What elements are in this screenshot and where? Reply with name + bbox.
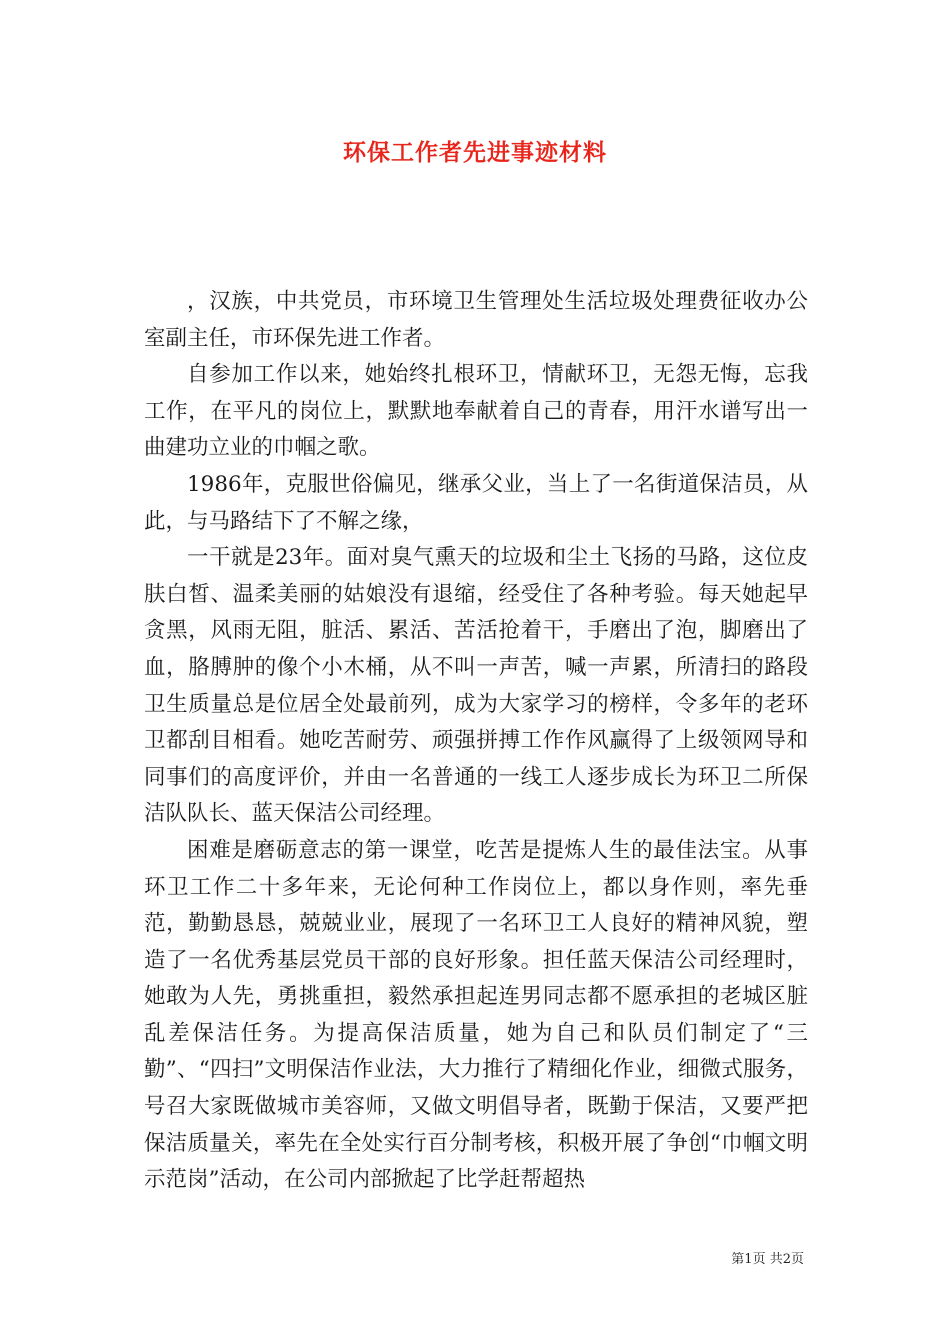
- page-number-prefix: 第: [731, 1252, 745, 1267]
- paragraph-4: 一干就是23年。面对臭气熏天的垃圾和尘土飞扬的马路，这位皮肤白皙、温柔美丽的姑娘没有退缩，经受住了各种考验。每天她起早贪黑，风雨无阻，脏活、累活、苦活抢着干，手磨出了泡，脚磨出了血，胳膊肿的像个小木桶，从不叫一声苦，喊一声累，所清扫的路段卫生质量总是位居全处最前列，成为大家学习的榜样，令多年的老环卫都刮目相看。她吃苦耐劳、顽强拼搏工作作风赢得了上级领网导和同事们的高度评价，并由一名普通的一线工人逐步成长为环卫二所保洁队队长、蓝天保洁公司经理。: [144, 545, 808, 827]
- paragraph-3: 1986年，克服世俗偏见，继承父业，当上了一名街道保洁员，从此，与马路结下了不解之缘，: [144, 471, 808, 534]
- page-number-total: 2: [782, 1252, 791, 1267]
- page-number-current: 1: [744, 1252, 753, 1267]
- document-title: 环保工作者先进事迹材料: [343, 139, 607, 166]
- page-number-suffix: 页: [790, 1252, 804, 1267]
- paragraph-1: ，汉族，中共党员，市环境卫生管理处生活垃圾处理费征收办公室副主任，市环保先进工作者。: [144, 289, 808, 351]
- page-number-middle: 页 共: [752, 1252, 783, 1267]
- document-body: [144, 284, 808, 1199]
- page-number: [731, 1248, 804, 1267]
- paragraph-2: 自参加工作以来，她始终扎根环卫，情献环卫，无怨无悔，忘我工作，在平凡的岗位上，默默地奉献着自己的青春，用汗水谱写出一曲建功立业的巾帼之歌。: [144, 362, 808, 461]
- paragraph-5: 困难是磨砺意志的第一课堂，吃苦是提炼人生的最佳法宝。从事环卫工作二十多年来，无论何种工作岗位上，都以身作则，率先垂范，勤勤恳恳，兢兢业业，展现了一名环卫工人良好的精神风貌，塑造了一名优秀基层党员干部的良好形象。担任蓝天保洁公司经理时，她敢为人先，勇挑重担，毅然承担起连男同志都不愿承担的老城区脏乱差保洁任务。为提高保洁质量，她为自己和队员们制定了“三勤”、“四扫”文明保洁作业法，大力推行了精细化作业，细微式服务，号召大家既做城市美容师，又做文明倡导者，既勤于保洁，又要严把保洁质量关，率先在全处实行百分制考核，积极开展了争创“巾帼文明示范岗”活动，在公司内部掀起了比学赶帮超热: [144, 837, 808, 1193]
